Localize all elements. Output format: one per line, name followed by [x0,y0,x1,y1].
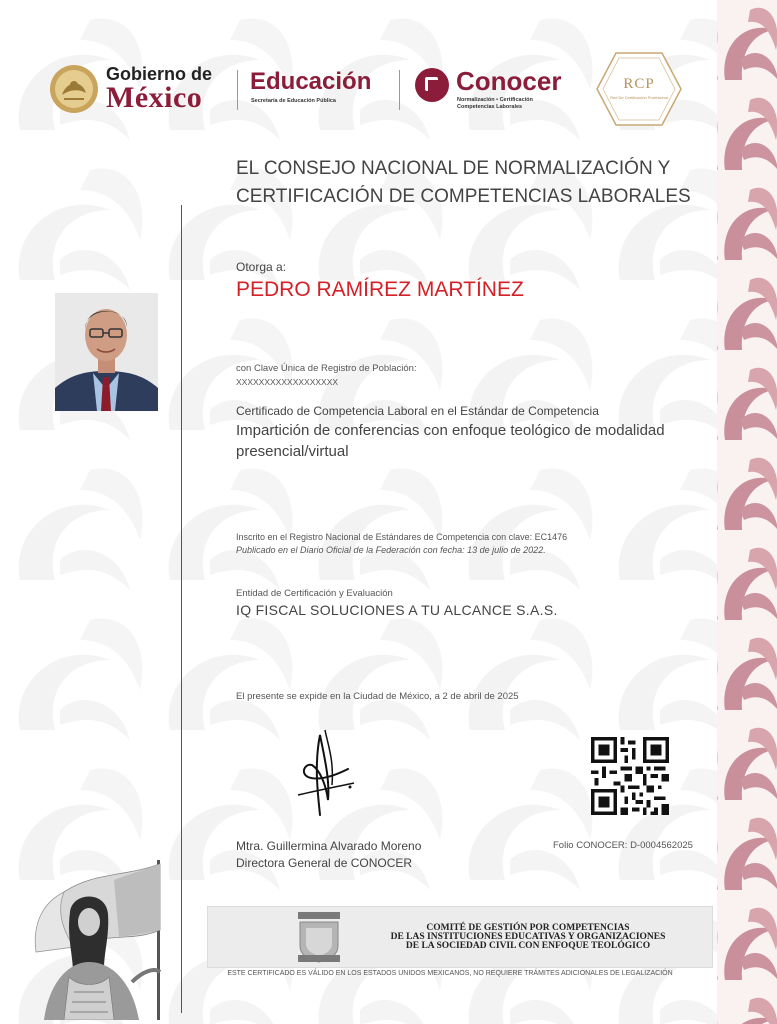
awarded-to-label: Otorga a: [236,260,287,274]
signer-name: Mtra. Guillermina Alvarado Moreno [236,839,422,853]
conocer-subtitle-2: Competencias Laborales [457,104,523,110]
signature-image [290,725,360,820]
conocer-subtitle-1: Normalización • Certificación [457,97,533,103]
issue-place-date: El presente se expide en la Ciudad de México, a 2 de abril de 2025 [236,691,519,702]
vertical-divider-line [181,205,182,1013]
conocer-logo-icon [414,67,450,103]
recipient-name: PEDRO RAMÍREZ MARTÍNEZ [236,278,524,301]
registry-text: Inscrito en el Registro Nacional de Estándares de Competencia con clave: EC1476 [236,532,568,542]
qr-code [591,737,669,815]
curp-label: con Clave Única de Registro de Población: [236,363,417,374]
committee-text [358,924,698,951]
signer-role: Directora General de CONOCER [236,856,413,870]
gobierno-line1: Gobierno de [106,64,213,84]
recipient-photo [55,293,158,411]
woman-with-flag-illustration [14,852,169,1020]
university-seal-icon [294,910,344,964]
curp-value: XXXXXXXXXXXXXXXXXX [236,377,339,387]
logo-separator [399,70,400,110]
committee-banner [207,906,713,968]
conocer-title: Conocer [456,66,562,96]
educacion-title: Educación [250,68,372,95]
rcp-title: RCP [623,76,655,92]
competency-standard-title: Impartición de conferencias con enfoque teológico de modalidad presencial/virtual [236,422,665,460]
educacion-subtitle: Secretaría de Educación Pública [251,98,336,104]
issuer-heading: EL CONSEJO NACIONAL DE NORMALIZACIÓN Y CERTIFICACIÓN DE COMPETENCIAS LABORALES [236,158,691,207]
logo-separator [237,70,238,110]
certifying-entity-label: Entidad de Certificación y Evaluación [236,588,393,599]
committee-line-1: COMITÉ DE GESTIÓN POR COMPETENCIAS [426,923,630,933]
validity-notice: ESTE CERTIFICADO ES VÁLIDO EN LOS ESTADOS UNIDOS MEXICANOS, NO REQUIERE TRÁMITES ADICIONALES DE LEGALIZACIÓN [227,970,673,977]
logo-header [44,55,744,130]
gobierno-line2: México [106,81,203,114]
mexico-coat-of-arms-icon [48,63,100,115]
committee-line-3: DE LA SOCIEDAD CIVIL CON ENFOQUE TEOLÓGICO [405,941,651,951]
folio-number: Folio CONOCER: D-0004562025 [553,840,693,851]
certificate-label: Certificado de Competencia Laboral en el Estándar de Competencia [236,404,599,418]
committee-line-2: DE LAS INSTITUCIONES EDUCATIVAS Y ORGANIZACIONES [390,932,666,942]
publication-text: Publicado en el Diario Oficial de la Federación con fecha: 13 de julio de 2022. [236,545,546,555]
rcp-subtitle: Red De Certificación Profesional [610,95,668,100]
certifying-entity-name: IQ FISCAL SOLUCIONES A TU ALCANCE S.A.S. [236,602,558,618]
